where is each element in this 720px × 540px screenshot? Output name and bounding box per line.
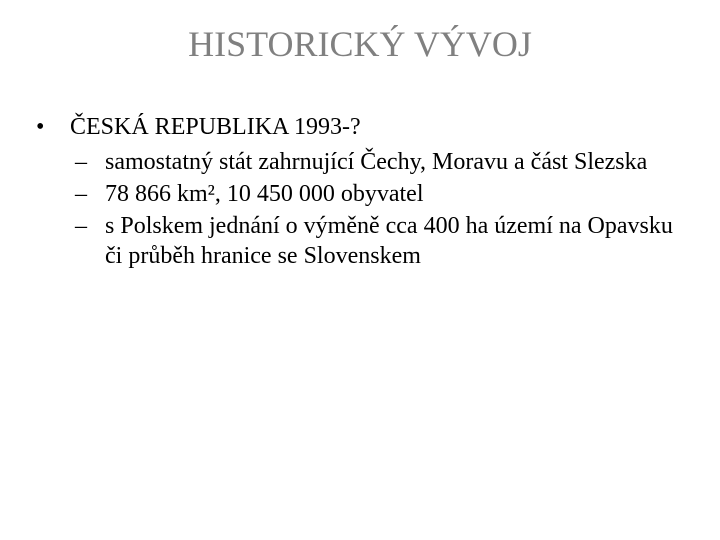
sub-bullet-text: s Polskem jednání o výměně cca 400 ha území na Opavsku či průběh hranice se Slovenskem (105, 213, 673, 269)
sub-bullet-text: 78 866 km², 10 450 000 obyvatel (105, 181, 424, 207)
bullet-list (34, 112, 684, 273)
bullet-item (34, 112, 684, 271)
slide-title: HISTORICKÝ VÝVOJ (188, 24, 532, 64)
sub-bullet-item (75, 211, 684, 271)
sub-bullet-marker: – (75, 149, 87, 175)
sub-bullet-item (75, 179, 684, 209)
sub-bullet-marker: – (75, 213, 87, 239)
bullet-marker: • (36, 114, 45, 140)
sub-bullet-item (75, 147, 684, 177)
bullet-text: ČESKÁ REPUBLIKA 1993-? (70, 114, 361, 140)
sub-bullet-marker: – (75, 181, 87, 207)
sub-bullet-text: samostatný stát zahrnující Čechy, Moravu a část Slezska (105, 149, 648, 175)
sub-bullet-list (75, 147, 684, 271)
